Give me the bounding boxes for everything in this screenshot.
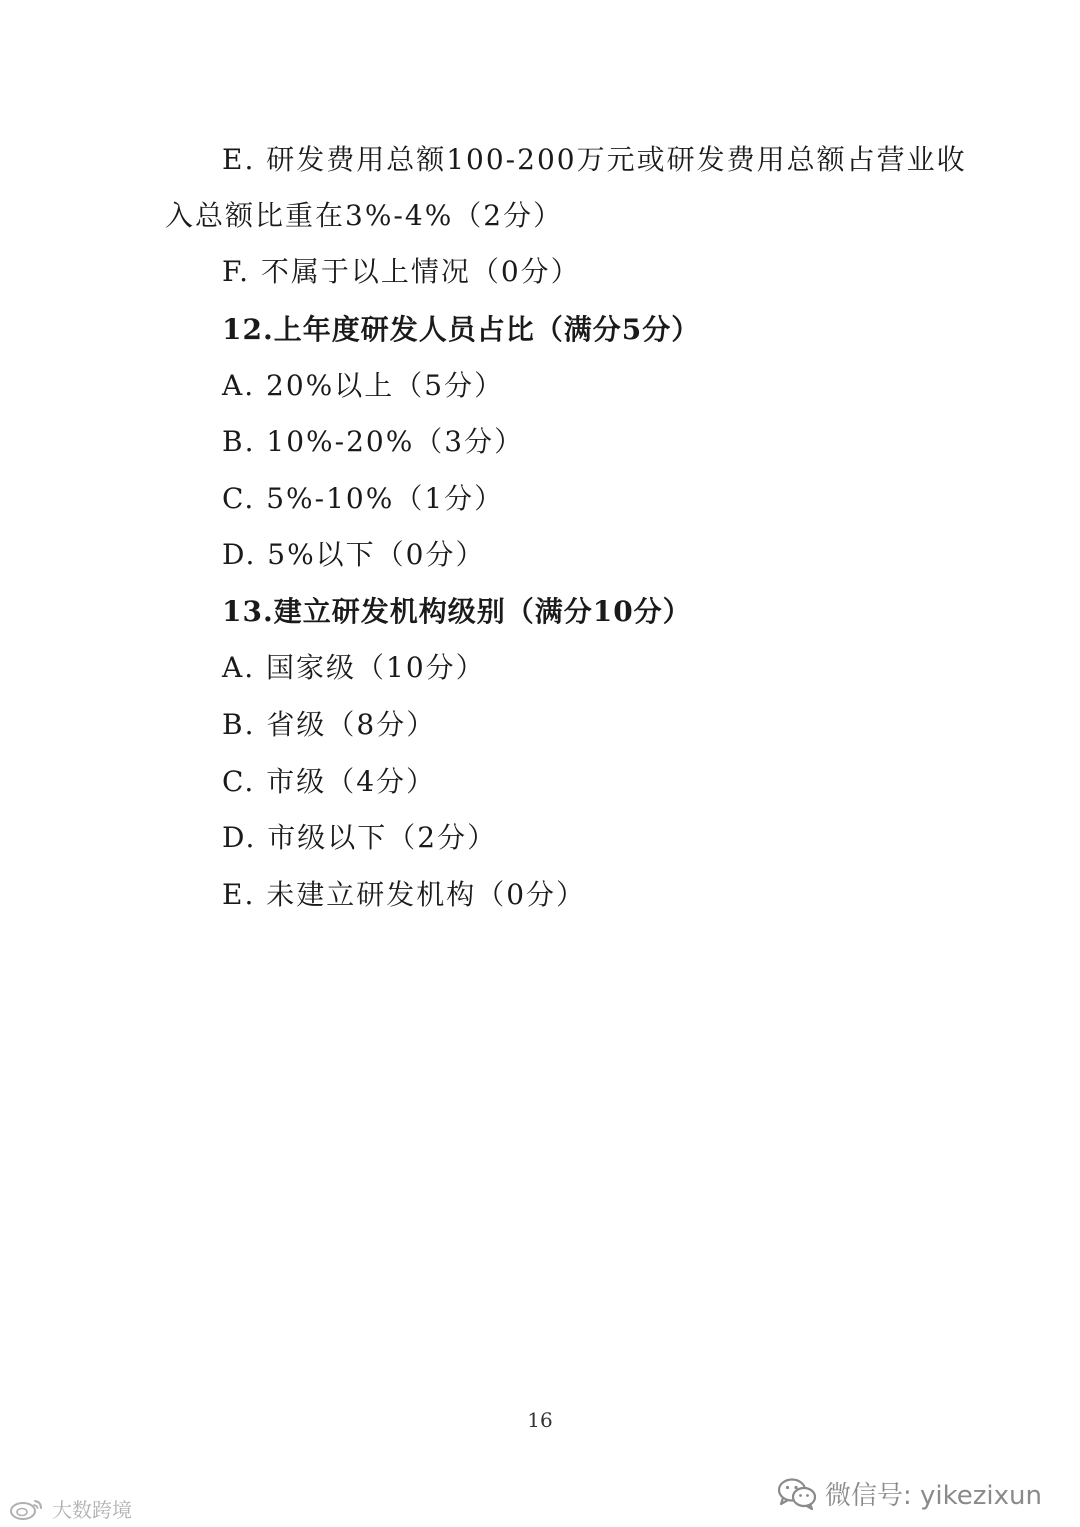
question-12-option-a: A. 20%以上（5分） xyxy=(222,369,505,402)
question-13-option-e: E. 未建立研发机构（0分） xyxy=(222,878,587,911)
weibo-watermark xyxy=(8,1494,132,1523)
question-13-option-a: A. 国家级（10分） xyxy=(222,651,486,684)
question-12-option-c: C. 5%-10%（1分） xyxy=(222,482,505,515)
question-13-option-d: D. 市级以下（2分） xyxy=(222,821,498,854)
question-13-option-c: C. 市级（4分） xyxy=(222,765,437,798)
option-f-text: F. 不属于以上情况（0分） xyxy=(222,255,581,288)
wechat-watermark xyxy=(777,1475,1042,1512)
question-13-heading: 13.建立研发机构级别（满分10分） xyxy=(222,595,692,628)
page-number: 16 xyxy=(527,1408,553,1432)
question-12-option-b: B. 10%-20%（3分） xyxy=(222,425,525,458)
weibo-icon xyxy=(8,1497,46,1521)
question-12-option-d: D. 5%以下（0分） xyxy=(222,538,486,571)
option-e-text-part1: E. 研发费用总额100-200万元或研发费用总额占营业收 xyxy=(222,143,967,176)
weibo-watermark-text: 大数跨境 xyxy=(52,1498,132,1522)
option-e-text-part2: 入总额比重在3%-4%（2分） xyxy=(165,199,564,232)
question-12-heading: 12.上年度研发人员占比（满分5分） xyxy=(222,313,701,346)
question-13-option-b: B. 省级（8分） xyxy=(222,708,437,741)
wechat-watermark-text: 微信号: yikezixun xyxy=(825,1481,1042,1511)
wechat-icon xyxy=(777,1477,817,1511)
